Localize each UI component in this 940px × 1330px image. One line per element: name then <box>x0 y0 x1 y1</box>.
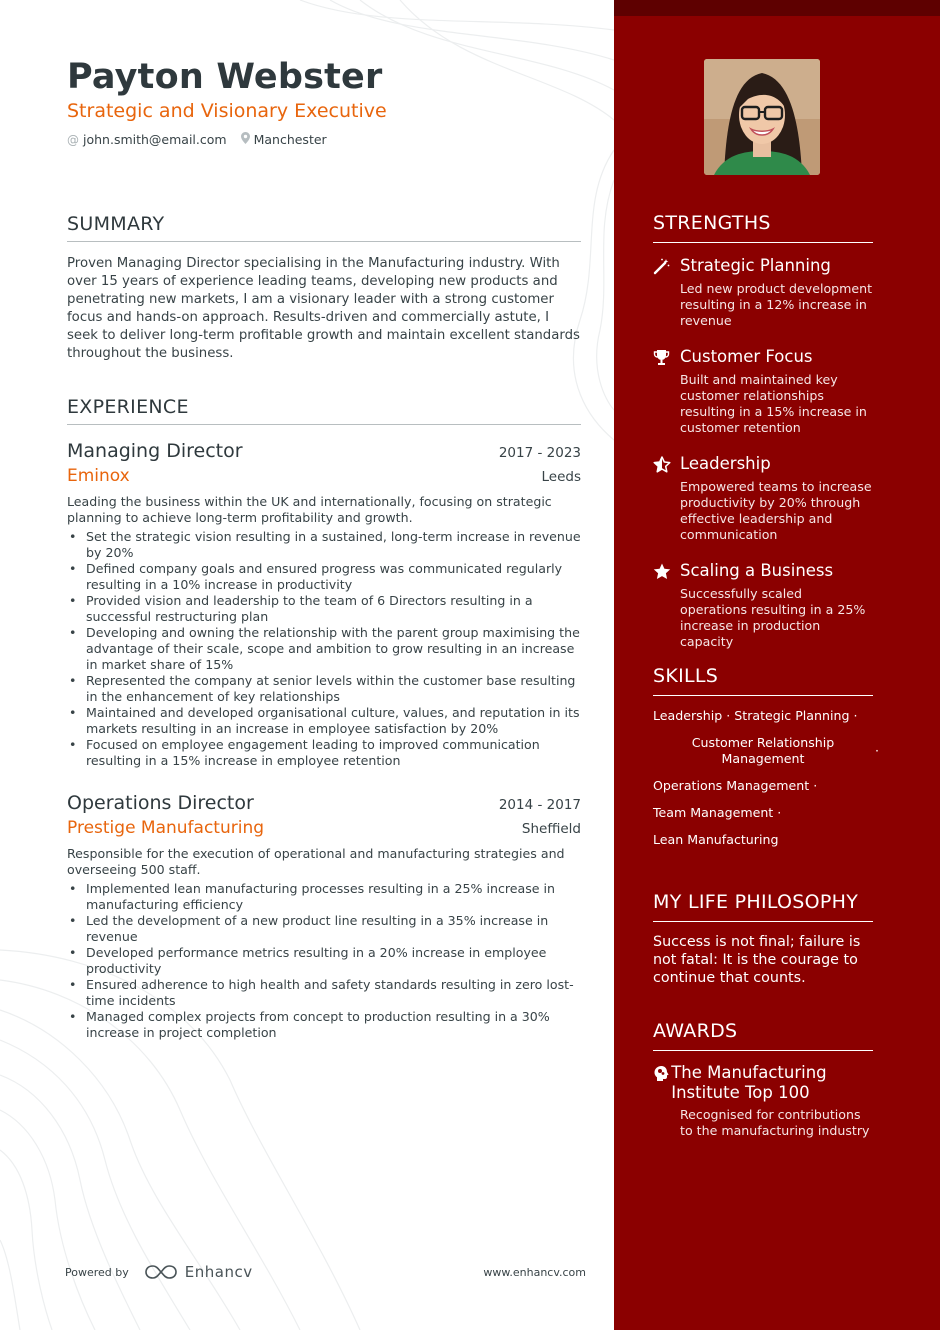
award-item <box>653 1063 873 1139</box>
job-bullet: • Managed complex projects from concept to production resulting in a 30% increase in project completion <box>67 1009 581 1041</box>
award-description: Recognised for contributions to the manufacturing industry <box>680 1107 870 1138</box>
job-bullets <box>67 529 581 769</box>
summary-heading: SUMMARY <box>67 213 581 242</box>
experience-heading: EXPERIENCE <box>67 396 581 425</box>
strength-title: Scaling a Business <box>680 561 834 580</box>
skill-separator: · <box>813 778 818 793</box>
job-bullet: • Developing and owning the relationship with the parent group maximising the advantage of their scale, scope and ambition to grow resulting in an increase in market share of 15% <box>67 625 581 673</box>
powered-by-label: Powered by <box>65 1265 129 1279</box>
magic-wand-icon <box>653 258 680 275</box>
award-title: The Manufacturing Institute Top 100 <box>671 1063 827 1102</box>
star-half-icon <box>653 456 680 473</box>
strength-description: Led new product development resulting in a 12% increase in revenue <box>680 281 873 328</box>
brain-icon <box>653 1063 671 1103</box>
skill-separator: · <box>777 805 782 820</box>
job-bullet: • Represented the company at senior levels within the customer base resulting in the enhancement of key relationships <box>67 673 581 705</box>
strength-item <box>653 346 873 436</box>
job-entry <box>67 790 581 1041</box>
enhancv-logo[interactable] <box>145 1263 253 1281</box>
skills-section <box>653 665 873 696</box>
candidate-name: Payton Webster <box>67 57 383 97</box>
at-icon: @ <box>67 132 79 147</box>
skill-item: Team Management · <box>653 805 782 820</box>
job-bullets <box>67 881 581 1041</box>
job-description: Responsible for the execution of operational and manufacturing strategies and overseeing 500 staff. <box>67 846 565 877</box>
job-role: Managing Director <box>67 440 243 462</box>
sidebar <box>614 0 940 1330</box>
job-bullet: • Led the development of a new product line resulting in a 35% increase in revenue <box>67 913 581 945</box>
main-column <box>67 56 581 1040</box>
job-bullet: • Focused on employee engagement leading to improved communication resulting in a 15% increase in employee retention <box>67 737 581 769</box>
skill-item: Leadership · Strategic Planning · <box>653 708 858 723</box>
job-dates: 2014 - 2017 <box>498 797 581 813</box>
skill-item: Strategic Planning <box>734 708 850 723</box>
summary-text: Proven Managing Director specialising in the Manufacturing industry. With over 15 years of experience leading teams, developing new products and penetrating new markets, I am a visionary leader with a strong customer focus and hands-on approach. Results-driven and commercially astute, I seek to deliver long-term profitable growth and maintain excellent standards throughout the business. <box>67 256 580 361</box>
enhancv-logo-icon <box>145 1264 177 1280</box>
strengths-heading: STRENGTHS <box>653 212 873 243</box>
awards-heading: AWARDS <box>653 1020 873 1051</box>
strength-description: Empowered teams to increase productivity by 20% through effective leadership and communication <box>680 479 872 542</box>
philosophy-heading: MY LIFE PHILOSOPHY <box>653 891 873 922</box>
job-bullet: • Implemented lean manufacturing processes resulting in a 25% increase in manufacturing efficiency <box>67 881 581 913</box>
location-item <box>241 132 327 147</box>
job-role: Operations Director <box>67 792 254 814</box>
strength-item <box>653 453 873 543</box>
philosophy-section <box>653 891 873 922</box>
profile-photo <box>704 59 820 175</box>
job-bullet: • Provided vision and leadership to the team of 6 Directors resulting in a successful restructuring plan <box>67 593 581 625</box>
strengths-section <box>653 212 873 243</box>
job-company: Prestige Manufacturing <box>67 818 265 838</box>
location-pin-icon <box>241 132 250 147</box>
powered-by <box>65 1263 253 1281</box>
job-bullet: • Developed performance metrics resulting in a 20% increase in employee productivity <box>67 945 581 977</box>
star-icon <box>653 563 680 580</box>
job-company: Eminox <box>67 466 130 486</box>
awards-section <box>653 1020 873 1051</box>
skill-item: Customer Relationship Management <box>691 735 835 766</box>
website-link[interactable]: www.enhancv.com <box>483 1265 586 1279</box>
job-bullet: • Ensured adherence to high health and safety standards resulting in zero lost-time incidents <box>67 977 581 1009</box>
job-dates: 2017 - 2023 <box>498 445 581 461</box>
trophy-icon <box>653 349 680 366</box>
candidate-title: Strategic and Visionary Executive <box>67 100 387 122</box>
job-bullet: • Defined company goals and ensured progress was communicated regularly resulting in a 10% increase in productivity <box>67 561 581 593</box>
job-location: Sheffield <box>521 821 581 837</box>
job-bullet: • Set the strategic vision resulting in a sustained, long-term increase in revenue by 20% <box>67 529 581 561</box>
job-entry <box>67 438 581 769</box>
strength-title: Strategic Planning <box>680 256 831 275</box>
skill-separator: · <box>726 708 731 723</box>
strength-item <box>653 255 873 329</box>
job-description: Leading the business within the UK and internationally, focusing on strategic planning to achieve long-term profitability and growth. <box>67 494 552 525</box>
skills-heading: SKILLS <box>653 665 873 696</box>
philosophy-text: Success is not final; failure is not fatal: It is the courage to continue that counts. <box>653 934 861 986</box>
job-bullet: • Maintained and developed organisational culture, values, and reputation in its markets resulting in an increase in employee satisfaction by 20% <box>67 705 581 737</box>
strength-item <box>653 560 873 650</box>
strength-title: Leadership <box>680 454 771 473</box>
skill-item: Lean Manufacturing <box>653 832 779 847</box>
enhancv-brand: Enhancv <box>184 1263 253 1281</box>
skill-separator: · <box>853 708 858 723</box>
strength-description: Successfully scaled operations resulting in a 25% increase in production capacity <box>680 586 866 649</box>
strength-description: Built and maintained key customer relationships resulting in a 15% increase in customer retention <box>680 372 867 435</box>
sidebar-top-band <box>614 0 940 16</box>
email-text: john.smith@email.com <box>83 132 227 147</box>
job-location: Leeds <box>541 469 581 485</box>
location-text: Manchester <box>253 132 327 147</box>
strength-title: Customer Focus <box>680 347 813 366</box>
skill-separator: · <box>875 743 880 758</box>
skill-item: Operations Management · <box>653 778 818 793</box>
contact-info <box>67 132 581 147</box>
email-item[interactable] <box>67 132 227 147</box>
footer <box>65 1263 586 1281</box>
